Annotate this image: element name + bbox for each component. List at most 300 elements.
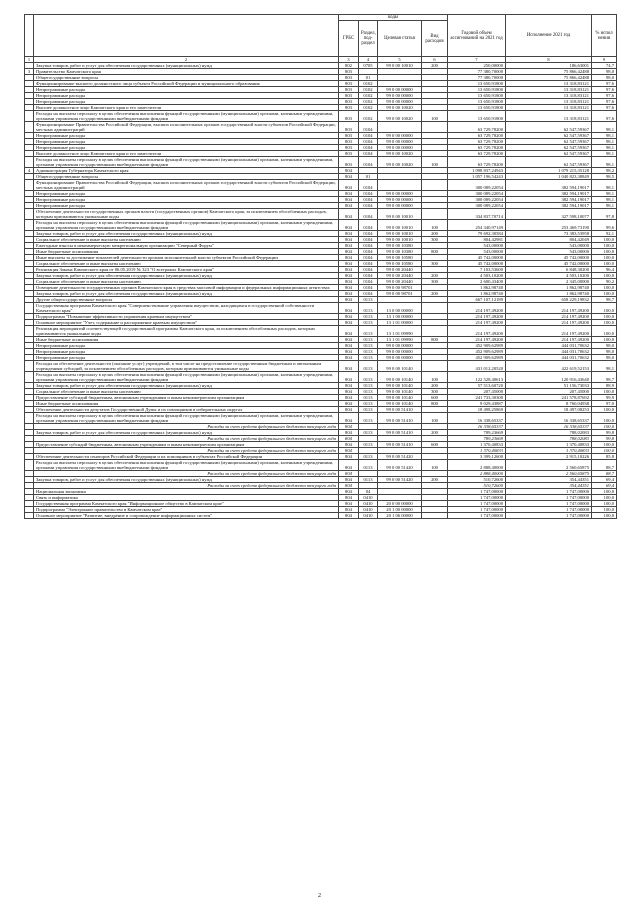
row-section: 0102	[359, 81, 378, 87]
row-percent: 100,0	[592, 261, 617, 267]
row-section: 0104	[359, 261, 378, 267]
row-executed-amount: 214 197,49200	[506, 337, 592, 343]
row-section: 0113	[359, 430, 378, 436]
row-annual-amount: 250,00000	[448, 63, 506, 69]
row-percent: 90,2	[592, 279, 617, 285]
row-section: 0104	[359, 231, 378, 237]
row-name: Государственная программа Камчатского края "Совершенствование управления имуществом, находящимся в государственной собственности Камчатского края"	[34, 303, 339, 314]
column-number: 5	[378, 57, 422, 63]
row-target-article: 99 0 00 10140	[378, 395, 422, 401]
row-expense-type	[422, 326, 448, 337]
row-expense-type: 300	[422, 261, 448, 267]
row-executed-amount: 18 497,08253	[506, 407, 592, 413]
row-name: Связь и информатика	[34, 495, 339, 501]
row-name: Закупка товаров, работ и услуг для обеспечения государственных (муниципальных) нужд	[34, 291, 339, 297]
row-percent: 97,6	[592, 111, 617, 122]
row-executed-amount: 1 747,00000	[506, 513, 592, 519]
row-target-article: 99 0 00 10020	[378, 111, 422, 122]
row-grbs: 804	[339, 372, 359, 383]
row-executed-amount: 253 469,73190	[506, 220, 592, 231]
row-target-article: 99 0 00 10580	[378, 255, 422, 261]
row-expense-type: 600	[422, 395, 448, 401]
row-executed-amount: 788,02083	[506, 430, 592, 436]
row-section: 0104	[359, 133, 378, 139]
row-percent: 96,4	[592, 267, 617, 273]
row-section: 0104	[359, 285, 378, 291]
row-target-article: 13 1 01 00000	[378, 320, 422, 326]
row-annual-amount: 18 498,25869	[448, 407, 506, 413]
row-section: 0113	[359, 303, 378, 314]
row-percent: 97,6	[592, 93, 617, 99]
row-index	[25, 180, 34, 191]
row-section: 0410	[359, 507, 378, 513]
row-index	[25, 220, 34, 231]
row-annual-amount: 2 600,43400	[448, 279, 506, 285]
row-grbs: 804	[339, 495, 359, 501]
row-expense-type: 200	[422, 273, 448, 279]
row-percent: 74,7	[592, 63, 617, 69]
row-annual-amount: 63 729,78200	[448, 151, 506, 157]
row-expense-type	[422, 209, 448, 220]
row-percent: 98,7	[592, 297, 617, 303]
row-index	[25, 122, 34, 133]
row-annual-amount: 13 650,91800	[448, 81, 506, 87]
row-name: Непрограммные расходы	[34, 355, 339, 361]
row-executed-amount: 1 079 215,35128	[506, 168, 592, 174]
row-annual-amount: 667 107,12189	[448, 297, 506, 303]
row-grbs: 804	[339, 320, 359, 326]
row-annual-amount: 16 338,65337	[448, 413, 506, 424]
row-grbs: 804	[339, 180, 359, 191]
row-percent: 98,2	[592, 168, 617, 174]
row-target-article: 99 0 00 00000	[378, 355, 422, 361]
table-row	[25, 111, 617, 122]
row-target-article	[378, 180, 422, 191]
row-percent: 97,6	[592, 99, 617, 105]
row-target-article: 99 0 00 51410	[378, 407, 422, 413]
row-grbs: 804	[339, 343, 359, 349]
row-name: Подпрограмма "Электронное правительство в Камчатском крае"	[34, 507, 339, 513]
row-grbs: 803	[339, 75, 359, 81]
row-executed-amount: 382 594,19017	[506, 197, 592, 203]
row-annual-amount: 2 888,40000	[448, 471, 506, 477]
row-percent: 85,8	[592, 454, 617, 460]
row-target-article: 99 0 00 51410	[378, 442, 422, 448]
row-expense-type	[422, 180, 448, 191]
row-percent: 98,1	[592, 133, 617, 139]
row-executed-amount: 354,44351	[506, 483, 592, 489]
row-executed-amount: 6 848,30200	[506, 267, 592, 273]
row-name: Национальная экономика	[34, 489, 339, 495]
row-grbs: 804	[339, 424, 359, 430]
row-percent: 69,4	[592, 483, 617, 489]
row-target-article: 99 0 00 10010	[378, 231, 422, 237]
row-annual-amount: 77 380,70000	[448, 69, 506, 75]
row-executed-amount: 62 547,59367	[506, 145, 592, 151]
row-grbs: 802	[339, 63, 359, 69]
row-expense-type: 600	[422, 442, 448, 448]
row-expense-type: 800	[422, 401, 448, 407]
row-percent: 100,0	[592, 303, 617, 314]
row-target-article: 99 0 00 00000	[378, 343, 422, 349]
row-section: 0113	[359, 389, 378, 395]
row-grbs: 804	[339, 168, 359, 174]
table-row	[25, 326, 617, 337]
row-grbs: 803	[339, 105, 359, 111]
table-row	[25, 413, 617, 424]
row-percent: 100,0	[592, 513, 617, 519]
row-executed-amount: 62 547,59367	[506, 151, 592, 157]
row-name: Государственная программа Камчатского края "Информационное общество в Камчатском крае"	[34, 501, 339, 507]
row-executed-amount: 1 862,98740	[506, 285, 592, 291]
row-index	[25, 413, 34, 424]
row-executed-amount: 382 594,19017	[506, 191, 592, 197]
row-executed-amount: 543,00000	[506, 243, 592, 249]
table-row	[25, 372, 617, 383]
row-grbs: 804	[339, 383, 359, 389]
row-grbs: 803	[339, 69, 359, 75]
row-expense-type: 200	[422, 291, 448, 297]
row-percent: 98,0	[592, 69, 617, 75]
row-target-article: 99 0 00 00000	[378, 87, 422, 93]
row-name: Иные бюджетные ассигнования	[34, 401, 339, 407]
row-annual-amount: 79 692,30584	[448, 231, 506, 237]
row-name: Освещение деятельности государственных органов Камчатского края в средствах массовой информации и федеральных информационных агентствах	[34, 285, 339, 291]
row-target-article: 20 1 06 00000	[378, 513, 422, 519]
row-percent: 100,0	[592, 413, 617, 424]
header-codes-group: коды	[339, 15, 448, 21]
row-target-article: 99 0 00 20440	[378, 273, 422, 279]
row-target-article: 99 0 00 10140	[378, 383, 422, 389]
row-name: Непрограммные расходы	[34, 203, 339, 209]
row-name: Непрограммные расходы	[34, 133, 339, 139]
row-expense-type: 800	[422, 249, 448, 255]
row-annual-amount: 63 729,78200	[448, 157, 506, 168]
row-annual-amount: 207,45000	[448, 389, 506, 395]
row-grbs: 804	[339, 203, 359, 209]
row-section: 0113	[359, 320, 378, 326]
row-executed-amount: 16 338,65337	[506, 424, 592, 430]
row-percent: 98,7	[592, 372, 617, 383]
row-percent: 99,6	[592, 220, 617, 231]
row-grbs: 804	[339, 303, 359, 314]
row-target-article: 99 0 00 10010	[378, 209, 422, 220]
row-expense-type: 100	[422, 157, 448, 168]
row-name: Общегосударственные вопросы	[34, 75, 339, 81]
row-index	[25, 111, 34, 122]
row-section: 0113	[359, 395, 378, 401]
row-name: Непрограммные расходы	[34, 139, 339, 145]
row-index	[25, 460, 34, 471]
row-section: 0102	[359, 99, 378, 105]
row-section: 0113	[359, 361, 378, 372]
row-name: Расходы на выплаты персоналу в целях обеспечения выполнения функций государственными (муниципальными) органами, казенными учреждениями, органами управления государственными внебюджетными фондами	[34, 157, 339, 168]
row-index: 4	[25, 168, 34, 174]
row-section: 0104	[359, 209, 378, 220]
row-executed-amount: 2 915,10226	[506, 454, 592, 460]
row-target-article: 99 0 00 00000	[378, 133, 422, 139]
row-target-article: 99 0 00 51410	[378, 413, 422, 424]
row-grbs: 804	[339, 297, 359, 303]
row-target-article: 13 1 01 09990	[378, 337, 422, 343]
row-expense-type: 100	[422, 372, 448, 383]
row-section: 0104	[359, 191, 378, 197]
row-percent: 98,1	[592, 151, 617, 157]
row-percent: 98,1	[592, 180, 617, 191]
row-grbs: 803	[339, 139, 359, 145]
row-grbs: 804	[339, 237, 359, 243]
row-percent: 100,0	[592, 255, 617, 261]
row-name: Иные бюджетные ассигнования	[34, 337, 339, 343]
row-grbs: 804	[339, 326, 359, 337]
column-number: 7	[448, 57, 506, 63]
row-executed-amount: 1 370,40833	[506, 448, 592, 454]
row-percent: 98,0	[592, 355, 617, 361]
row-grbs: 804	[339, 430, 359, 436]
row-target-article: 20 0 00 00000	[378, 501, 422, 507]
row-name: Предоставление субсидий бюджетным, автономным учреждениям и иным некоммерческим организациям	[34, 442, 339, 448]
row-section: 0104	[359, 220, 378, 231]
row-name: Функционирование Правительства Российской Федерации, высших исполнительных органов государственной власти субъектов Российской Федерации, местных администраций	[34, 122, 339, 133]
row-executed-amount: 73 383,53958	[506, 231, 592, 237]
row-name: Непрограммные расходы	[34, 87, 339, 93]
row-expense-type: 800	[422, 337, 448, 343]
row-percent: 98,1	[592, 122, 617, 133]
row-grbs: 803	[339, 81, 359, 87]
table-row	[25, 460, 617, 471]
row-executed-amount: 75 866,42488	[506, 69, 592, 75]
row-grbs: 804	[339, 413, 359, 424]
row-name: Непрограммные расходы	[34, 349, 339, 355]
row-name: Расходы за счет средств федерального бюджета текущего года	[34, 424, 339, 430]
row-target-article: 99 0 00 10140	[378, 401, 422, 407]
row-grbs: 804	[339, 513, 359, 519]
row-annual-amount: 63 729,78200	[448, 133, 506, 139]
row-expense-type: 300	[422, 389, 448, 395]
row-name: Расходы на выплаты персоналу в целях обеспечения выполнения функций государственными (муниципальными) органами, казенными учреждениями, органами управления государственными внебюджетными фондами	[34, 413, 339, 424]
row-executed-amount: 1 747,00000	[506, 489, 592, 495]
row-percent: 100,0	[592, 291, 617, 297]
row-expense-type: 300	[422, 279, 448, 285]
row-percent: 100,0	[592, 448, 617, 454]
header-executed: Исполнение 2021 год	[506, 15, 592, 57]
row-grbs: 804	[339, 220, 359, 231]
row-target-article: 99 0 00 00000	[378, 349, 422, 355]
row-target-article: 99 0 00 00000	[378, 145, 422, 151]
row-name: Расходы за счет средств федерального бюджета текущего года	[34, 471, 339, 477]
column-number: 8	[506, 57, 592, 63]
row-grbs: 804	[339, 407, 359, 413]
row-annual-amount: 63 729,78200	[448, 145, 506, 151]
row-percent: 100,0	[592, 424, 617, 430]
row-annual-amount: 452 909,62989	[448, 349, 506, 355]
row-percent: 100,0	[592, 273, 617, 279]
page-number: 2	[318, 893, 321, 899]
row-percent: 100,0	[592, 249, 617, 255]
row-grbs: 804	[339, 279, 359, 285]
row-annual-amount: 214 197,49200	[448, 337, 506, 343]
header-percent: % испол нения	[592, 15, 617, 57]
row-expense-type: 100	[422, 220, 448, 231]
row-name: Закупка товаров, работ и услуг для обеспечения государственных (муниципальных) нужд	[34, 477, 339, 483]
row-grbs: 804	[339, 314, 359, 320]
row-name: Функционирование Правительства Российской Федерации, высших исполнительных органов государственной власти субъектов Российской Федерации, местных администраций	[34, 180, 339, 191]
row-annual-amount: 13 650,91800	[448, 105, 506, 111]
row-percent: 98,1	[592, 197, 617, 203]
row-grbs: 804	[339, 361, 359, 372]
row-section: 0104	[359, 255, 378, 261]
row-target-article: 99 0 00 10010	[378, 237, 422, 243]
row-percent: 88,7	[592, 471, 617, 477]
row-annual-amount: 2 888,40000	[448, 460, 506, 471]
table-row	[25, 361, 617, 372]
row-name: Непрограммные расходы	[34, 191, 339, 197]
row-name: Закупка товаров, работ и услуг для обеспечения государственных (муниципальных) нужд	[34, 273, 339, 279]
row-annual-amount: 1 747,00000	[448, 489, 506, 495]
row-annual-amount: 1 862,98740	[448, 285, 506, 291]
row-target-article: 99 0 00 98701	[378, 291, 422, 297]
row-target-article: 20 1 00 00000	[378, 507, 422, 513]
row-executed-amount: 2 560,65875	[506, 471, 592, 477]
row-executed-amount: 62 547,59367	[506, 122, 592, 133]
row-percent: 97,8	[592, 209, 617, 220]
row-percent: 100,0	[592, 507, 617, 513]
row-name: Обеспечение деятельности депутатов Государственной Думы и их помощников в избирательных округах	[34, 407, 339, 413]
row-section: 0113	[359, 442, 378, 448]
header-grbs: ГРБС	[339, 21, 359, 57]
column-number: 1	[25, 57, 34, 63]
row-annual-amount: 804,42981	[448, 237, 506, 243]
row-annual-amount: 510,72600	[448, 483, 506, 489]
row-executed-amount: 2 560,65875	[506, 460, 592, 471]
row-name: Закупка товаров, работ и услуг для обеспечения государственных (муниципальных) нужд	[34, 430, 339, 436]
row-annual-amount: 543,00000	[448, 249, 506, 255]
row-annual-amount: 77 380,70000	[448, 75, 506, 81]
row-annual-amount: 122 528,40613	[448, 372, 506, 383]
row-executed-amount: 13 318,83121	[506, 93, 592, 99]
row-name: Социальное обеспечение и иные выплаты населению	[34, 279, 339, 285]
row-index	[25, 303, 34, 314]
row-annual-amount: 1 747,00000	[448, 507, 506, 513]
row-name: Иные бюджетные ассигнования	[34, 249, 339, 255]
row-grbs: 804	[339, 243, 359, 249]
row-annual-amount: 4 503,10200	[448, 273, 506, 279]
row-section: 0102	[359, 105, 378, 111]
row-section: 0410	[359, 513, 378, 519]
row-grbs: 803	[339, 145, 359, 151]
row-percent: 98,5	[592, 174, 617, 180]
row-grbs: 804	[339, 389, 359, 395]
column-number: 3	[339, 57, 359, 63]
row-name: Расходы на обеспечение деятельности (оказание услуг) учреждений, в том числе на предоставление государственным бюджетным и автономным учреждениям субсидий, за исключением обособленных расходов, которым присваиваются уникальные коды	[34, 361, 339, 372]
row-grbs: 803	[339, 151, 359, 157]
row-grbs: 804	[339, 191, 359, 197]
row-section: 0113	[359, 297, 378, 303]
row-annual-amount: 13 650,91800	[448, 87, 506, 93]
row-executed-amount: 444 031,70632	[506, 349, 592, 355]
row-annual-amount: 1 057 196,54243	[448, 174, 506, 180]
row-index	[25, 513, 34, 519]
row-executed-amount: 1 862,98740	[506, 291, 592, 297]
row-section: 0410	[359, 495, 378, 501]
row-grbs: 804	[339, 249, 359, 255]
row-section: 01	[359, 174, 378, 180]
row-index	[25, 209, 34, 220]
row-percent: 100,0	[592, 237, 617, 243]
row-section: 0104	[359, 273, 378, 279]
row-name: Основное мероприятие "Учет, содержание и распоряжение краевым имуществом"	[34, 320, 339, 326]
row-grbs: 804	[339, 436, 359, 442]
row-grbs: 804	[339, 337, 359, 343]
row-annual-amount: 45 742,00000	[448, 255, 506, 261]
row-section: 0102	[359, 87, 378, 93]
row-name: Непрограммные расходы	[34, 99, 339, 105]
row-annual-amount: 45 742,00000	[448, 261, 506, 267]
row-grbs: 803	[339, 93, 359, 99]
row-expense-type: 100	[422, 413, 448, 424]
row-target-article: 99 0 00 00000	[378, 191, 422, 197]
row-target-article: 99 0 00 10140	[378, 361, 422, 372]
row-target-article: 99 0 00 10020	[378, 157, 422, 168]
row-executed-amount: 62 547,59367	[506, 139, 592, 145]
table-row	[25, 157, 617, 168]
row-executed-amount: 13 318,83121	[506, 111, 592, 122]
row-executed-amount: 214 197,49200	[506, 320, 592, 326]
row-name: Расходы за счет средств федерального бюджета текущего года	[34, 436, 339, 442]
row-percent: 98,1	[592, 361, 617, 372]
row-name: Подпрограмма "Повышение эффективности управления краевым имуществом"	[34, 314, 339, 320]
row-annual-amount: 300 089,22054	[448, 203, 506, 209]
row-section: 0113	[359, 413, 378, 424]
row-grbs: 804	[339, 285, 359, 291]
row-section: 0104	[359, 122, 378, 133]
row-executed-amount: 4 503,10200	[506, 273, 592, 279]
row-expense-type	[422, 122, 448, 133]
row-executed-amount: 788,02083	[506, 436, 592, 442]
row-name: Расходы за счет средств федерального бюджета текущего года	[34, 448, 339, 454]
row-annual-amount: 57 513,60720	[448, 383, 506, 389]
table-body	[25, 63, 617, 519]
row-percent: 100,0	[592, 314, 617, 320]
row-percent: 69,4	[592, 477, 617, 483]
row-grbs: 803	[339, 157, 359, 168]
row-annual-amount: 214 197,49200	[448, 314, 506, 320]
row-name: Расходы на выплаты персоналу в целях обеспечения выполнения функций государственными (муниципальными) органами, казенными учреждениями, органами управления государственными внебюджетными фондами	[34, 460, 339, 471]
row-percent: 98,1	[592, 157, 617, 168]
row-expense-type: 100	[422, 111, 448, 122]
row-executed-amount: 354,44351	[506, 477, 592, 483]
table-row	[25, 303, 617, 314]
row-annual-amount: 214 197,49200	[448, 320, 506, 326]
row-annual-amount: 241 733,30300	[448, 395, 506, 401]
row-expense-type: 200	[422, 430, 448, 436]
row-section: 0104	[359, 180, 378, 191]
row-annual-amount: 789,23669	[448, 430, 506, 436]
row-section: 0113	[359, 314, 378, 320]
row-executed-amount: 45 742,00000	[506, 261, 592, 267]
row-grbs: 804	[339, 209, 359, 220]
row-target-article: 99 0 00 00000	[378, 93, 422, 99]
row-executed-amount: 422 619,52153	[506, 361, 592, 372]
row-section: 0104	[359, 249, 378, 255]
row-expense-type	[422, 303, 448, 314]
row-index	[25, 157, 34, 168]
row-expense-type: 300	[422, 237, 448, 243]
row-section: 0104	[359, 291, 378, 297]
row-index	[25, 361, 34, 372]
row-executed-amount: 382 594,19017	[506, 180, 592, 191]
row-target-article: 13 0 00 00000	[378, 303, 422, 314]
